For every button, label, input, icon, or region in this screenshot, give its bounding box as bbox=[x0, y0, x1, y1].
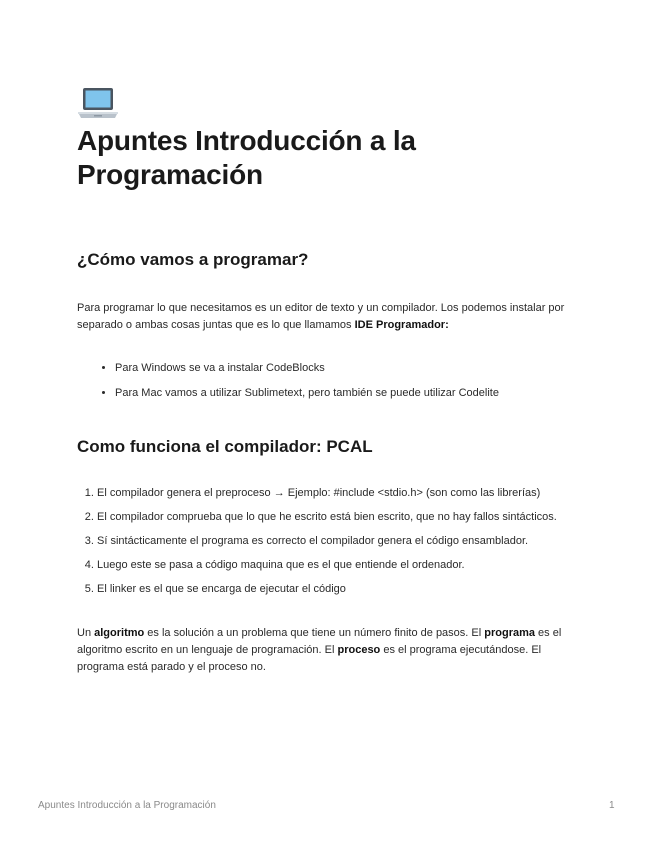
list-item: 1. El compilador genera el preproceso → Ejemplo: #include <stdio.h> (son como las librerías) bbox=[97, 485, 582, 501]
definition-text: es el algoritmo escrito en un lenguaje de programación. El bbox=[77, 627, 562, 656]
document-page bbox=[77, 86, 582, 676]
intro-text: Para programar lo que necesitamos es un editor de texto y un compilador. Los podemos instalar por separado o ambas cosas juntas que es lo que llamamos bbox=[77, 302, 565, 331]
definition-text: es el programa ejecutándose. El programa está parado y el proceso no. bbox=[77, 644, 542, 673]
list-item: 2. El compilador comprueba que lo que he escrito está bien escrito, que no hay fallos sintácticos. bbox=[97, 509, 582, 525]
list-item: • Para Windows se va a instalar CodeBlocks bbox=[115, 360, 582, 376]
page-number: 1 bbox=[609, 800, 615, 811]
term-algoritmo: algoritmo bbox=[94, 627, 145, 639]
footer-title: Apuntes Introducción a la Programación bbox=[38, 800, 216, 811]
term-programa: programa bbox=[484, 627, 535, 639]
section-heading-compilador: Como funciona el compilador: PCAL bbox=[77, 437, 373, 456]
section-heading-como-programar: ¿Cómo vamos a programar? bbox=[77, 250, 309, 269]
definition-text: es la solución a un problema que tiene un número finito de pasos. El bbox=[144, 627, 485, 639]
page-title: Apuntes Introducción a la Programación bbox=[77, 125, 416, 190]
intro-bold-text: IDE Programador: bbox=[354, 319, 449, 331]
definition-paragraph bbox=[77, 625, 582, 676]
list-item: 5. El linker es el que se encarga de ejecutar el código bbox=[97, 581, 582, 597]
laptop-icon bbox=[77, 86, 119, 120]
compiler-steps-list bbox=[77, 485, 582, 597]
ide-bullet-list bbox=[77, 360, 582, 401]
list-item: • Para Mac vamos a utilizar Sublimetext, pero también se puede utilizar Codelite bbox=[115, 385, 582, 401]
list-item: 4. Luego este se pasa a código maquina que es el que entiende el ordenador. bbox=[97, 557, 582, 573]
intro-paragraph bbox=[77, 300, 582, 334]
definition-text: Un bbox=[77, 627, 95, 639]
term-proceso: proceso bbox=[337, 644, 381, 656]
list-item: 3. Sí sintácticamente el programa es correcto el compilador genera el código ensamblador. bbox=[97, 533, 582, 549]
